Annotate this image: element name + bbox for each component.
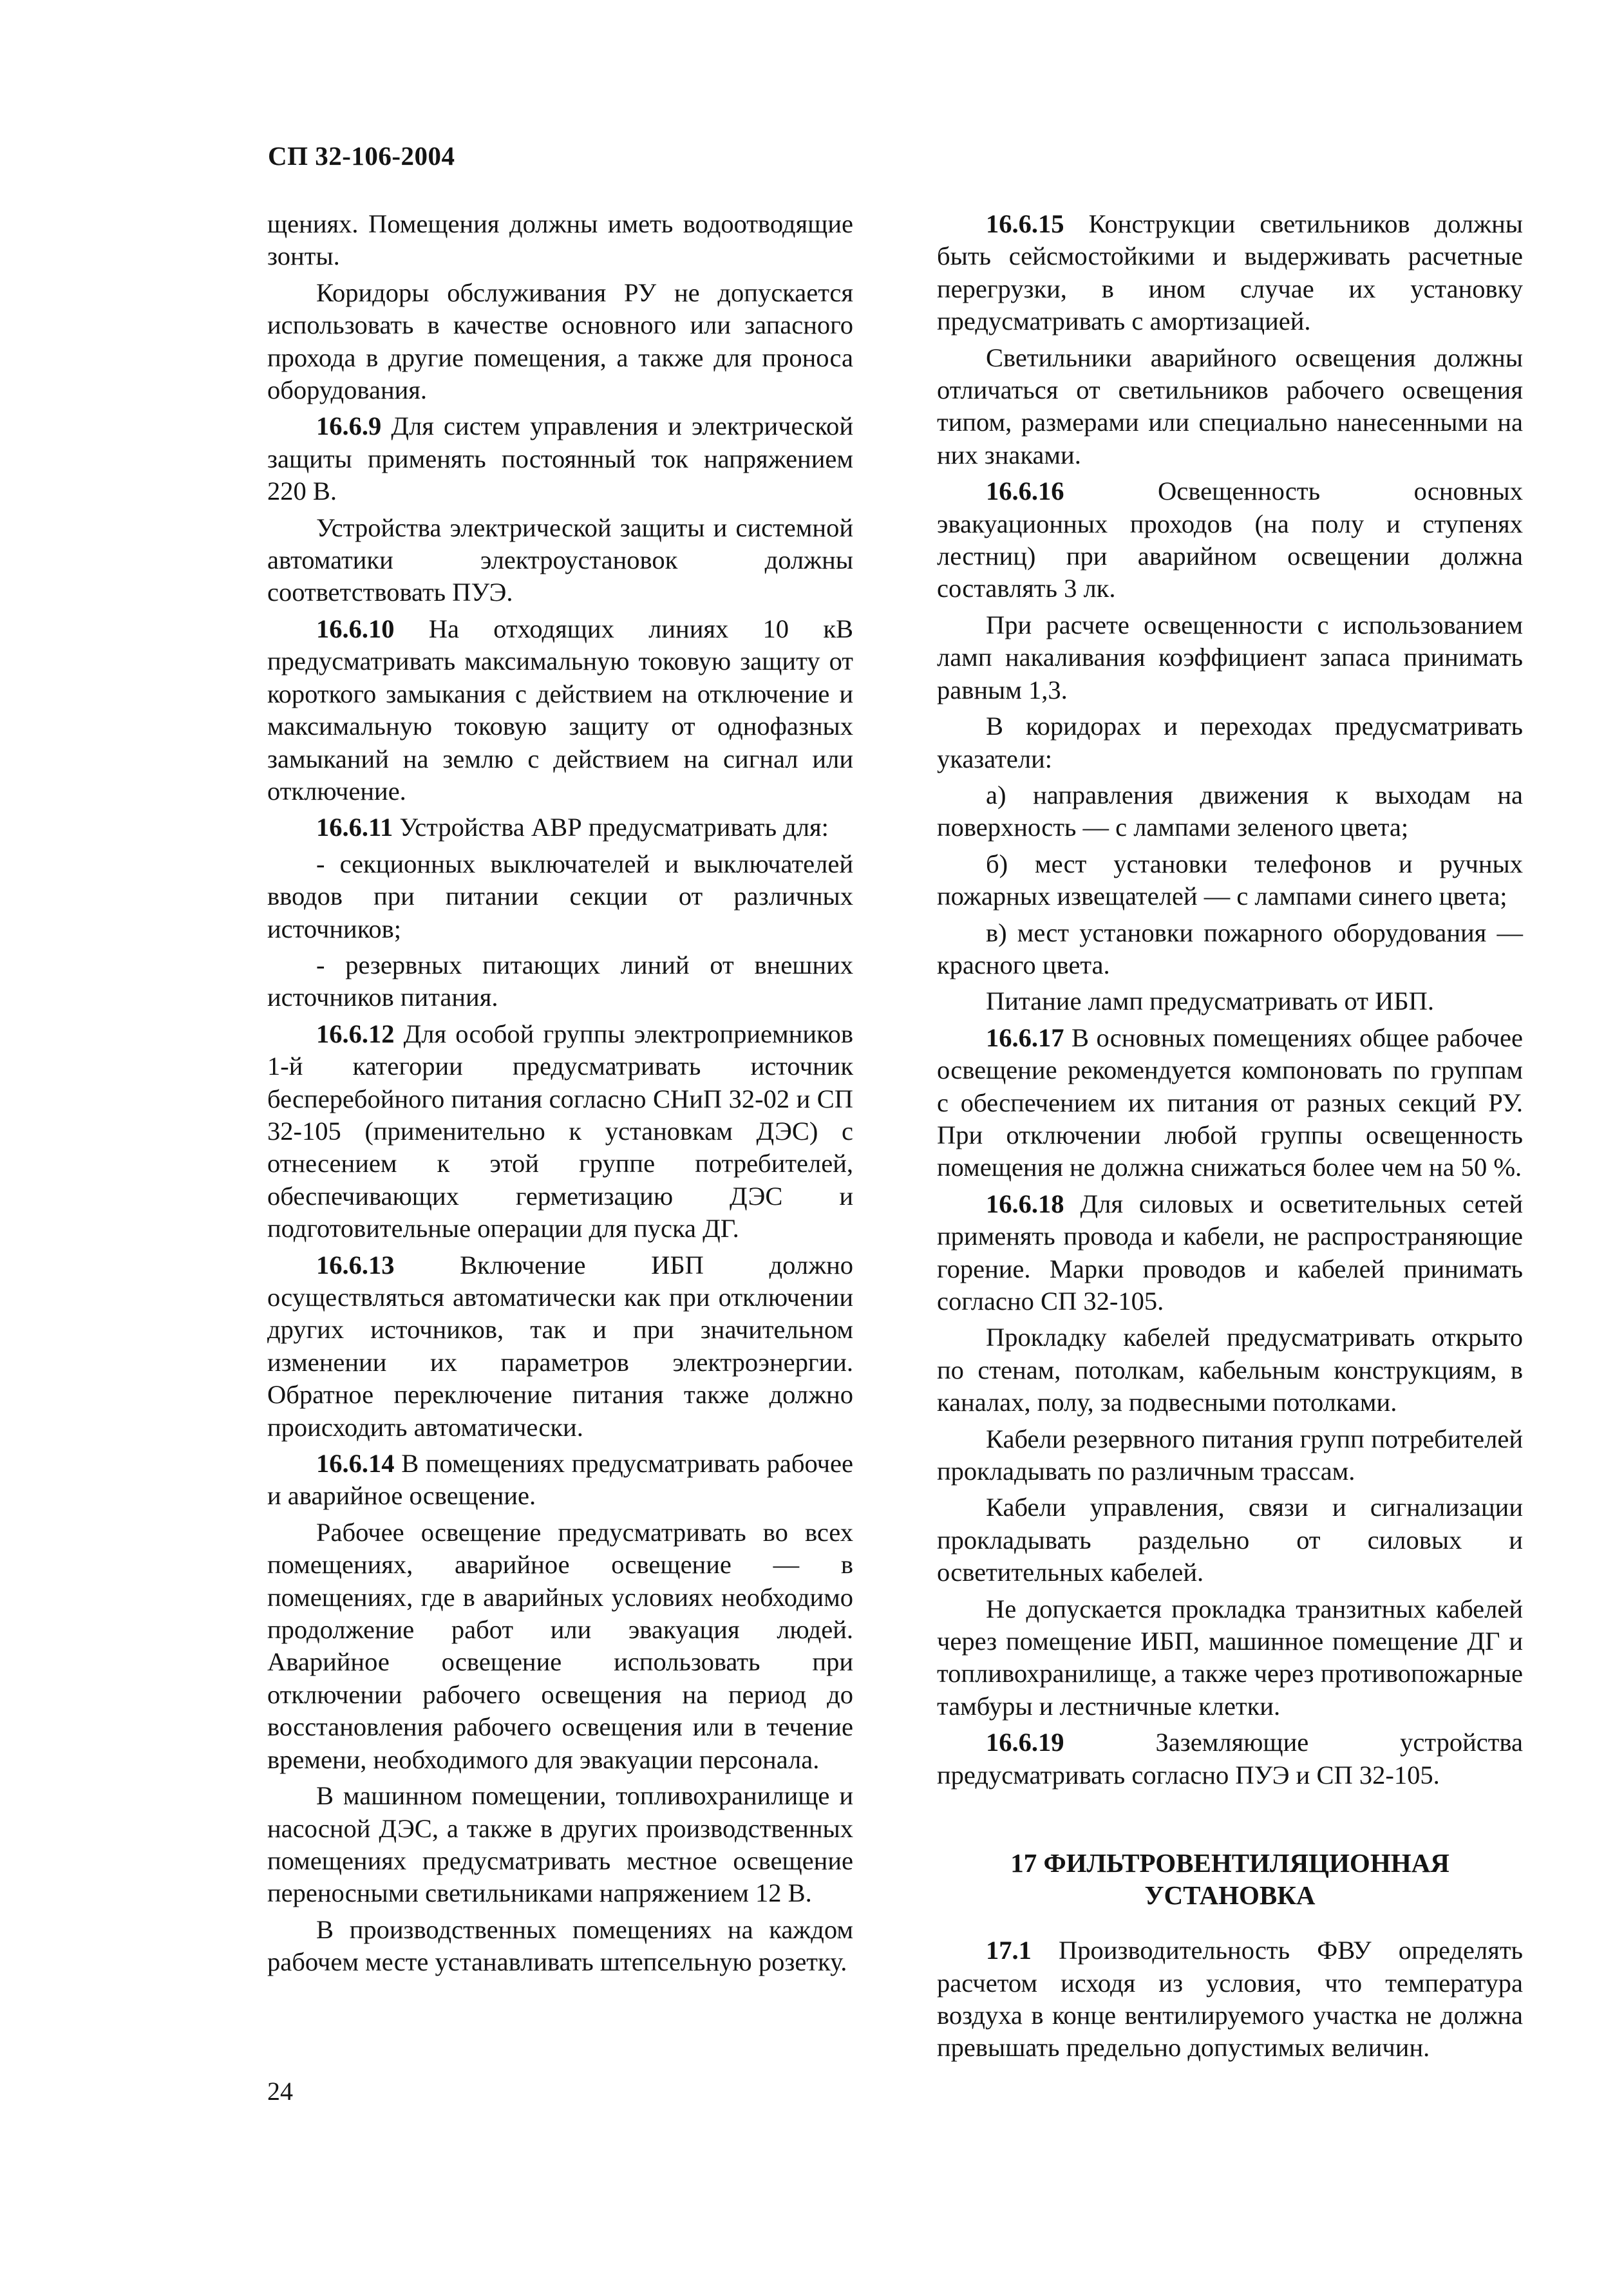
clause-number: 16.6.11	[316, 813, 393, 842]
paragraph: 17.1 Производительность ФВУ определять расчетом исходя из условия, что температура воздуха в конце вентилируемого участка не должна превышать предельно допустимых величин.	[937, 1936, 1524, 2063]
clause-number: 16.6.15	[986, 209, 1064, 238]
paragraph: При расчете освещенности с использованием ламп накаливания коэффициент запаса принимать равным 1,3.	[937, 610, 1523, 704]
paragraph: 16.6.14 В помещениях предусматривать рабочее и аварийное освещение.	[267, 1449, 854, 1511]
paragraph: 16.6.11 Устройства АВР предусматривать для:	[316, 813, 829, 842]
paragraph: Питание ламп предусматривать от ИБП.	[986, 987, 1434, 1016]
clause-number: 16.6.14	[316, 1449, 395, 1479]
list-item: б) мест установки телефонов и ручных пожарных извещателей — с лампами синего цвета;	[937, 849, 1523, 911]
page-number: 24	[267, 2077, 293, 2106]
paragraph: 16.6.18 Для силовых и осветительных сетей применять провода и кабели, не распространяющие горение. Марки проводов и кабелей принимать согласно СП 32-105.	[937, 1189, 1523, 1316]
right-column	[937, 208, 1523, 2064]
paragraph: Устройства электрической защиты и системной автоматики электроустановок должны соответствовать ПУЭ.	[267, 513, 853, 607]
paragraph: 16.6.12 Для особой группы электроприемников 1-й категории предусматривать источник бесперебойного питания согласно СНиП 32-02 и СП 32-105 (применительно к установкам ДЭС) с отнесением к этой группе потребителей, обеспечивающих герметизацию ДЭС и подготовительные операции для пуска ДГ.	[267, 1019, 853, 1243]
paragraph: 16.6.13 Включение ИБП должно осуществляться автоматически как при отключении других источников, так и при значительном изменении их параметров электроэнергии. Обратное переключение питания также должно происходить автоматически.	[267, 1250, 853, 1442]
clause-number: 16.6.18	[986, 1189, 1064, 1218]
document-code: СП 32-106-2004	[268, 141, 455, 171]
clause-number: 16.6.17	[986, 1023, 1064, 1052]
paragraph: 16.6.19 Заземляющие устройства предусматривать согласно ПУЭ и СП 32-105.	[937, 1728, 1523, 1790]
paragraph: Коридоры обслуживания РУ не допускается использовать в качестве основного или запасного прохода в другие помещения, а также для проноса оборудования.	[267, 278, 853, 405]
clause-number: 16.6.9	[316, 411, 382, 441]
paragraph: 16.6.9 Для систем управления и электрической защиты применять постоянный ток напряжением 220 В.	[267, 411, 853, 506]
paragraph: 16.6.17 В основных помещениях общее рабочее освещение рекомендуется компоновать по группам с обеспечением их питания от разных секций РУ. При отключении любой группы освещенность помещения не должна снижаться более чем на 50 %.	[937, 1023, 1523, 1182]
clause-number: 16.6.19	[986, 1728, 1064, 1757]
paragraph: 16.6.16 Освещенность основных эвакуационных проходов (на полу и ступенях лестниц) при аварийном освещении должна составлять 3 лк.	[937, 477, 1523, 603]
paragraph: В коридорах и переходах предусматривать указатели:	[937, 712, 1523, 773]
left-column	[267, 208, 853, 1979]
paragraph: щениях. Помещения должны иметь водоотводящие зонты.	[267, 209, 853, 271]
paragraph: Кабели резервного питания групп потребителей прокладывать по различным трассам.	[937, 1424, 1523, 1486]
paragraph: Рабочее освещение предусматривать во всех помещениях, аварийное освещение — в помещениях, где в аварийных условиях необходимо продолжение работ или эвакуация людей. Аварийное освещение использовать при отключении рабочего освещения на период до восстановления рабочего освещения или в течение времени, необходимого для эвакуации персонала.	[267, 1517, 853, 1774]
list-item: а) направления движения к выходам на поверхность — с лампами зеленого цвета;	[937, 780, 1523, 842]
paragraph: Кабели управления, связи и сигнализации прокладывать раздельно от силовых и осветительных кабелей.	[937, 1493, 1523, 1587]
paragraph: Не допускается прокладка транзитных кабелей через помещение ИБП, машинное помещение ДГ и топливохранилище, а также через противопожарные тамбуры и лестничные клетки.	[937, 1594, 1523, 1721]
list-item: - секционных выключателей и выключателей вводов при питании секции от различных источников;	[267, 849, 853, 943]
clause-number: 16.6.12	[316, 1019, 395, 1048]
clause-number: 16.6.13	[316, 1250, 395, 1280]
paragraph: В производственных помещениях на каждом рабочем месте устанавливать штепсельную розетку.	[267, 1914, 853, 1977]
clause-number: 17.1	[986, 1936, 1032, 1965]
section-title: 17 ФИЛЬТРОВЕНТИЛЯЦИОННАЯ УСТАНОВКА	[1010, 1848, 1449, 1911]
paragraph: В машинном помещении, топливохранилище и насосной ДЭС, а также в других производственных помещениях предусматривать местное освещение переносными светильниками напряжением 12 В.	[267, 1781, 853, 1908]
paragraph: 16.6.15 Конструкции светильников должны быть сейсмостойкими и выдерживать расчетные перегрузки, в ином случае их установку предусматривать с амортизацией.	[937, 209, 1524, 336]
paragraph: 16.6.10 На отходящих линиях 10 кВ предусматривать максимальную токовую защиту от короткого замыкания с действием на отключение и максимальную токовую защиту от однофазных замыканий на землю с действием на сигнал или отключение.	[267, 614, 854, 806]
list-item: - резервных питающих линий от внешних источников питания.	[267, 950, 853, 1012]
list-item: в) мест установки пожарного оборудования — красного цвета.	[937, 918, 1523, 979]
paragraph: Светильники аварийного освещения должны отличаться от светильников рабочего освещения типом, размерами или специально нанесенными на них знаками.	[937, 343, 1523, 469]
clause-number: 16.6.16	[986, 477, 1064, 506]
paragraph: Прокладку кабелей предусматривать открыто по стенам, потолкам, кабельным конструкциям, в каналах, полу, за подвесными потолками.	[937, 1323, 1523, 1417]
clause-number: 16.6.10	[316, 614, 395, 643]
